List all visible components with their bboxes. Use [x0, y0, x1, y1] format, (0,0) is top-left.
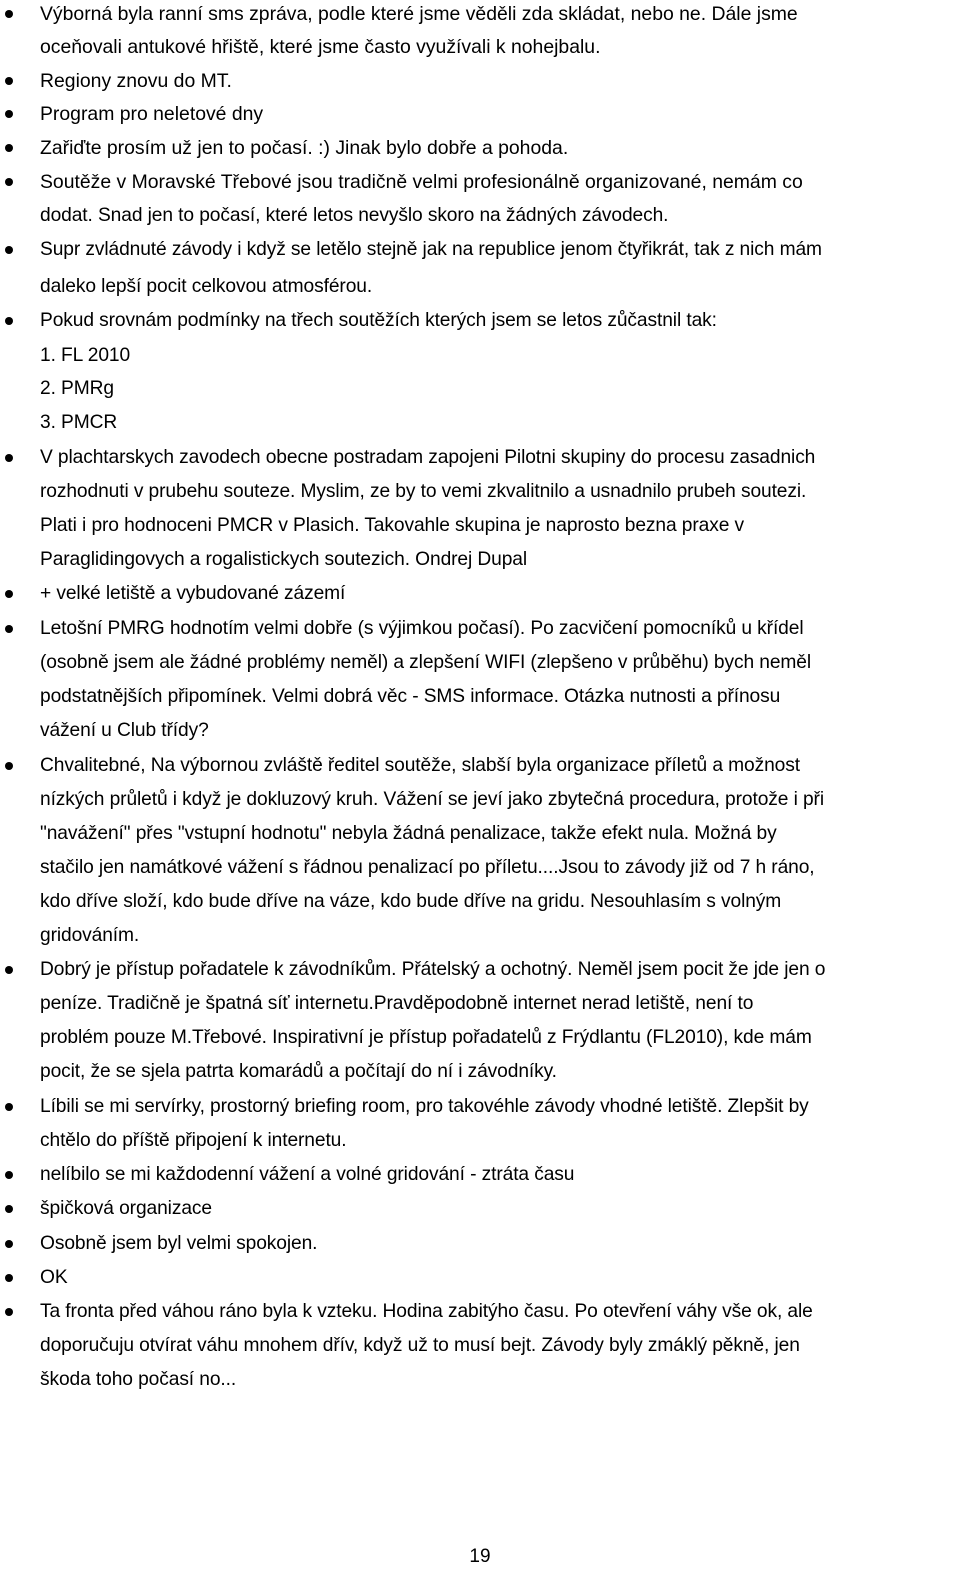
- bullet-icon: [5, 1205, 13, 1213]
- list-item: špičková organizace: [40, 1198, 212, 1219]
- list-item: Letošní PMRG hodnotím velmi dobře (s výjimkou počasí). Po zacvičení pomocníků u křídel: [40, 618, 804, 639]
- list-item-continuation: škoda toho počasí no...: [40, 1369, 237, 1390]
- list-item-continuation: doporučuju otvírat váhu mnohem dřív, když už to musí bejt. Závody byly zmáklý pěkně, jen: [40, 1335, 800, 1356]
- bullet-icon: [5, 317, 13, 325]
- bullet-icon: [5, 10, 13, 18]
- list-item: Ta fronta před váhou ráno byla k vzteku. Hodina zabitýho času. Po otevření váhy vše ok, ale: [40, 1301, 813, 1322]
- bullet-icon: [5, 762, 13, 770]
- list-item-continuation: dodat. Snad jen to počasí, které letos nevyšlo skoro na žádných závodech.: [40, 205, 669, 226]
- list-item: Výborná byla ranní sms zpráva, podle které jsme věděli zda skládat, nebo ne. Dále jsme: [40, 3, 798, 25]
- list-item-continuation: vážení u Club třídy?: [40, 720, 209, 741]
- list-item-continuation: oceňovali antukové hřiště, které jsme často využívali k nohejbalu.: [40, 36, 601, 58]
- list-item: nelíbilo se mi každodenní vážení a volné gridování - ztráta času: [40, 1164, 575, 1185]
- list-item-continuation: Paraglidingovych a rogalistickych soutezich. Ondrej Dupal: [40, 549, 528, 570]
- list-item-continuation: gridováním.: [40, 925, 140, 946]
- list-item: V plachtarskych zavodech obecne postradam zapojeni Pilotni skupiny do procesu zasadnich: [40, 447, 816, 468]
- list-item-continuation: "navážení" přes "vstupní hodnotu" nebyla žádná penalizace, takže efekt nula. Možná by: [40, 823, 777, 844]
- list-item: Dobrý je přístup pořadatele k závodníkům. Přátelský a ochotný. Neměl jsem pocit že jde jen o: [40, 959, 826, 980]
- list-item-continuation: kdo dříve složí, kdo bude dříve na váze, kdo bude dříve na gridu. Nesouhlasím s volným: [40, 891, 782, 912]
- list-item-continuation: 2. PMRg: [40, 378, 114, 399]
- bullet-icon: [5, 144, 13, 152]
- list-item-continuation: stačilo jen namátkové vážení s řádnou penalizací po příletu....Jsou to závody již od 7 h ráno,: [40, 857, 815, 878]
- list-item: + velké letiště a vybudované zázemí: [40, 583, 346, 604]
- list-item: Líbili se mi servírky, prostorný briefing room, pro takovéhle závody vhodné letiště. Zlepšit by: [40, 1096, 809, 1117]
- list-item-continuation: problém pouze M.Třebové. Inspirativní je přístup pořadatelů z Frýdlantu (FL2010), kde mám: [40, 1027, 812, 1048]
- list-item-continuation: Plati i pro hodnoceni PMCR v Plasich. Takovahle skupina je naprosto bezna praxe v: [40, 515, 745, 536]
- bullet-icon: [5, 1240, 13, 1248]
- list-item: Osobně jsem byl velmi spokojen.: [40, 1233, 318, 1254]
- list-item-continuation: podstatnějších připomínek. Velmi dobrá věc - SMS informace. Otázka nutnosti a přínosu: [40, 686, 781, 707]
- list-item-continuation: 1. FL 2010: [40, 345, 131, 366]
- list-item: Supr zvládnuté závody i když se letělo stejně jak na republice jenom čtyřikrát, tak z nich mám: [40, 239, 822, 260]
- bullet-icon: [5, 178, 13, 186]
- bullet-icon: [5, 1308, 13, 1316]
- bullet-icon: [5, 454, 13, 462]
- page-number: 19: [469, 1546, 491, 1567]
- list-item-continuation: peníze. Tradičně je špatná síť internetu.Pravděpodobně internet nerad letiště, není to: [40, 993, 754, 1014]
- list-item: Program pro neletové dny: [40, 103, 264, 125]
- list-item-continuation: nízkých průletů i když je dokluzový kruh. Vážení se jeví jako zbytečná procedura, protože i při: [40, 789, 824, 810]
- bullet-icon: [5, 246, 13, 254]
- list-item: Regiony znovu do MT.: [40, 70, 232, 92]
- list-item: Zařiďte prosím už jen to počasí. :) Jinak bylo dobře a pohoda.: [40, 137, 569, 159]
- bullet-icon: [5, 1171, 13, 1179]
- list-item-continuation: chtělo do příště připojení k internetu.: [40, 1130, 347, 1151]
- list-item-continuation: rozhodnuti v prubehu souteze. Myslim, ze by to vemi zkvalitnilo a usnadnilo prubeh soutezi.: [40, 481, 807, 502]
- bullet-icon: [5, 625, 13, 633]
- bullet-icon: [5, 77, 13, 85]
- bullet-icon: [5, 590, 13, 598]
- list-item-continuation: (osobně jsem ale žádné problémy neměl) a zlepšení WIFI (zlepšeno v průběhu) bych neměl: [40, 652, 812, 673]
- list-item-continuation: 3. PMCR: [40, 412, 118, 433]
- list-item-continuation: daleko lepší pocit celkovou atmosférou.: [40, 276, 373, 297]
- list-item: Chvalitebné, Na výbornou zvláště ředitel soutěže, slabší byla organizace příletů a možnost: [40, 755, 800, 776]
- list-item: OK: [40, 1267, 68, 1288]
- list-item: Soutěže v Moravské Třebové jsou tradičně velmi profesionálně organizované, nemám co: [40, 171, 803, 193]
- bullet-icon: [5, 110, 13, 118]
- bullet-icon: [5, 1274, 13, 1282]
- list-item: Pokud srovnám podmínky na třech soutěžích kterých jsem se letos zůčastnil tak:: [40, 310, 717, 331]
- list-item-continuation: pocit, že se sjela patrta komarádů a počítají do ní i závodníky.: [40, 1061, 557, 1082]
- bullet-icon: [5, 966, 13, 974]
- bullet-icon: [5, 1103, 13, 1111]
